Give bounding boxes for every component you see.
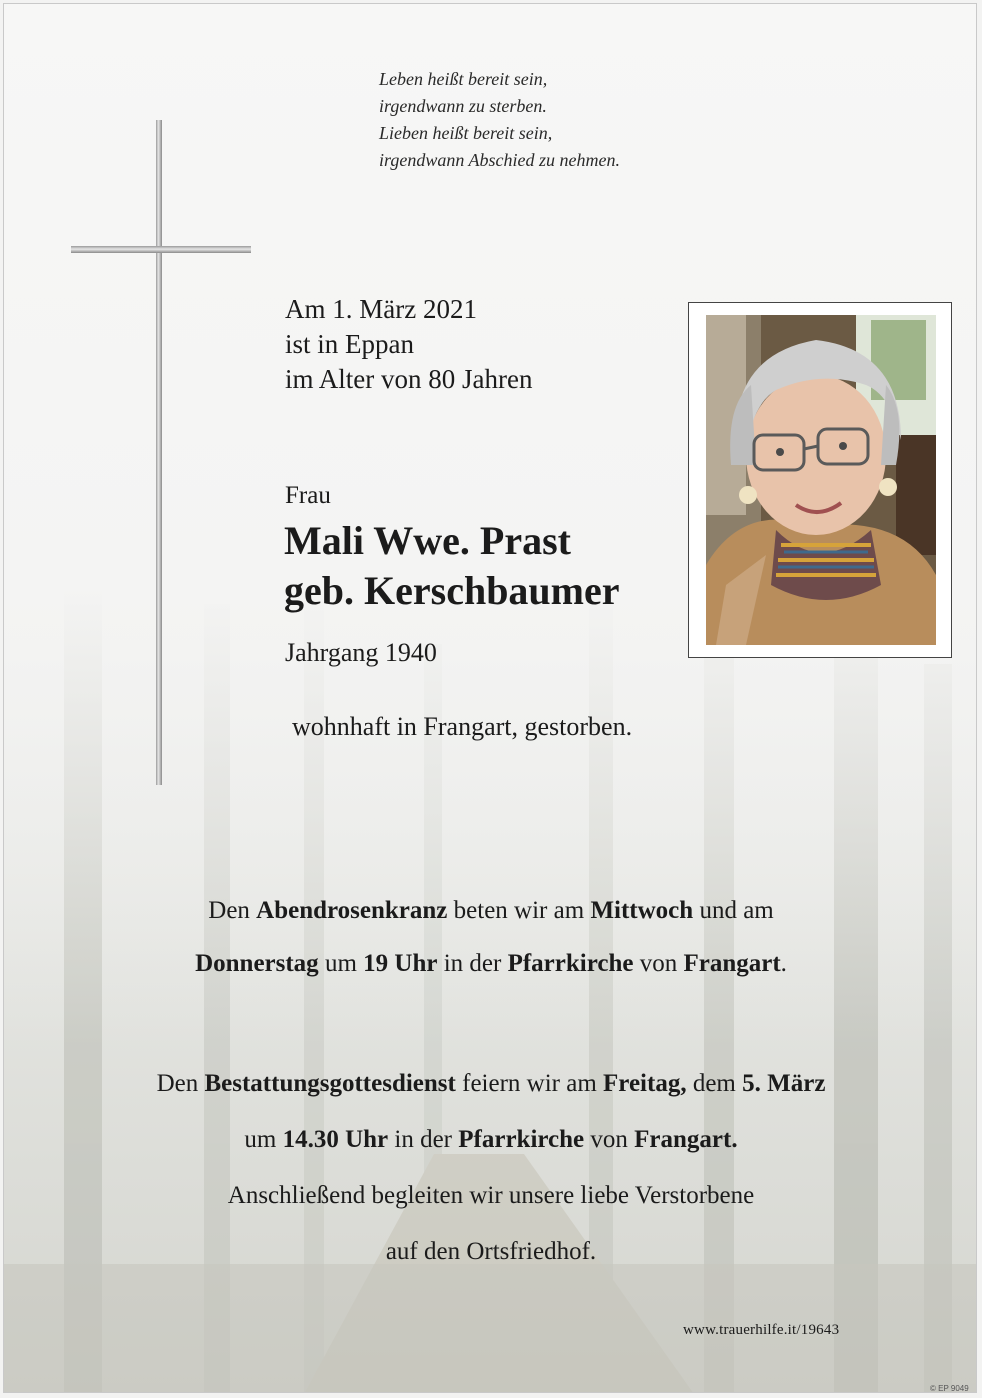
rosary-line-1: Den Abendrosenkranz beten wir am Mittwoch und am — [208, 897, 774, 924]
obituary-card — [3, 3, 977, 1393]
poem-line: irgendwann zu sterben. — [379, 96, 547, 116]
death-place: ist in Eppan — [285, 329, 414, 359]
deceased-name — [284, 516, 620, 616]
funeral-line-2: um 14.30 Uhr in der Pfarrkirche von Frangart. — [244, 1126, 738, 1153]
death-announcement — [285, 292, 532, 397]
rosary-notice — [4, 884, 977, 990]
funeral-line-3: Anschließend begleiten wir unsere liebe Verstorbene — [227, 1182, 755, 1209]
death-date: Am 1. März 2021 — [285, 294, 477, 324]
residence: wohnhaft in Frangart, gestorben. — [292, 712, 633, 741]
name-line-2: geb. Kerschbaumer — [284, 568, 620, 613]
portrait-image — [706, 315, 936, 645]
cross-icon — [156, 120, 162, 785]
funeral-line-1: Den Bestattungsgottesdienst feiern wir am Freitag, dem 5. März — [156, 1070, 826, 1097]
poem-line: irgendwann Abschied zu nehmen. — [379, 150, 620, 170]
poem-line: Leben heißt bereit sein, — [379, 69, 548, 89]
poem — [379, 66, 799, 174]
print-code: © EP 9049 — [930, 1384, 969, 1393]
rosary-line-2: Donnerstag um 19 Uhr in der Pfarrkirche von Frangart. — [195, 950, 787, 977]
age-at-death: im Alter von 80 Jahren — [285, 364, 533, 394]
website-link[interactable]: www.trauerhilfe.it/19643 — [683, 1322, 840, 1338]
birth-year: Jahrgang 1940 — [285, 638, 437, 667]
salutation: Frau — [285, 482, 331, 509]
poem-line: Lieben heißt bereit sein, — [379, 123, 553, 143]
funeral-notice — [4, 1056, 977, 1280]
funeral-line-4: auf den Ortsfriedhof. — [385, 1238, 597, 1265]
portrait-frame — [688, 302, 952, 658]
cross-crossbar — [71, 246, 251, 253]
portrait-photo — [706, 315, 936, 645]
name-line-1: Mali Wwe. Prast — [284, 518, 571, 563]
